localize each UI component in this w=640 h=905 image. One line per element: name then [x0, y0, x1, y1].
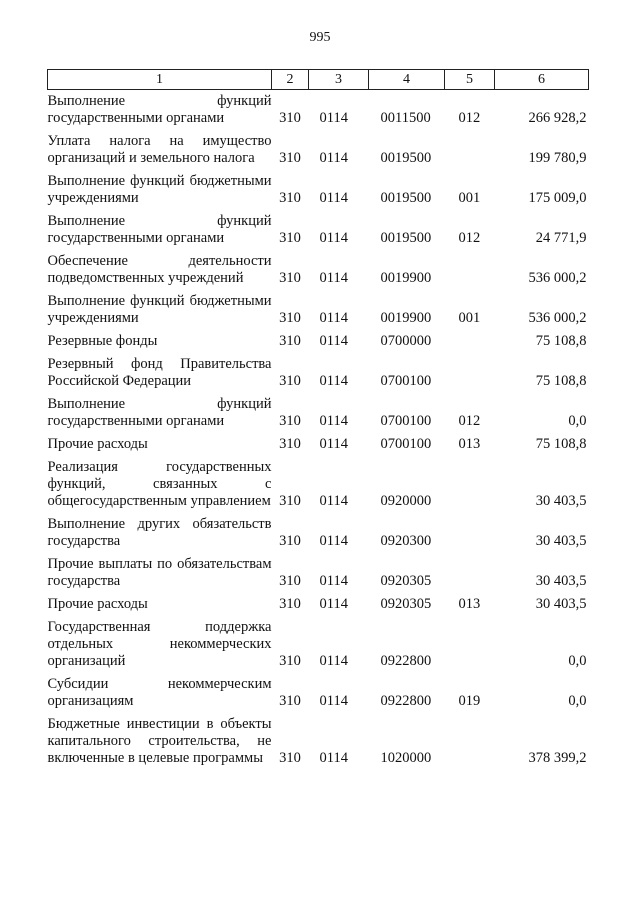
row-expense-code: [445, 510, 495, 550]
row-section-code: 0114: [319, 150, 348, 166]
row-section-code: 0114: [319, 110, 348, 126]
table-row: [48, 430, 589, 453]
row-name: Выполнение функций государственными органами: [47, 396, 272, 429]
row-expense-code: [445, 327, 495, 350]
row-target-code: 1020000: [380, 750, 432, 766]
row-name: Субсидии некоммерческим организациям: [47, 676, 272, 709]
row-section-code: 0114: [319, 310, 348, 326]
table-row: [48, 287, 589, 327]
row-admin-code: 310: [279, 413, 301, 429]
row-amount: 199 780,9: [528, 150, 587, 166]
row-name: Прочие расходы: [47, 596, 148, 612]
table-row: [48, 670, 589, 710]
row-name: Выполнение функций бюджетными учреждениями: [47, 293, 272, 326]
table-header-row: [48, 70, 589, 90]
row-section-code: 0114: [319, 413, 348, 429]
table-row: [48, 550, 589, 590]
row-section-code: 0114: [319, 693, 348, 709]
row-section-code: 0114: [319, 230, 348, 246]
row-name: Выполнение функций бюджетными учреждениями: [47, 173, 272, 206]
row-admin-code: 310: [279, 230, 301, 246]
row-admin-code: 310: [279, 573, 301, 589]
row-admin-code: 310: [279, 150, 301, 166]
row-section-code: 0114: [319, 596, 348, 612]
row-admin-code: 310: [279, 110, 301, 126]
row-admin-code: 310: [279, 693, 301, 709]
row-admin-code: 310: [279, 190, 301, 206]
row-amount: 536 000,2: [528, 270, 587, 286]
row-expense-code: 001: [458, 190, 481, 206]
header-cell: 4: [369, 70, 445, 90]
row-name: Резервные фонды: [47, 333, 158, 349]
row-section-code: 0114: [319, 436, 348, 452]
header-cell: 2: [272, 70, 309, 90]
row-name: Прочие выплаты по обязательствам государства: [47, 556, 272, 589]
row-expense-code: 019: [458, 693, 481, 709]
row-section-code: 0114: [319, 373, 348, 389]
table-row: [48, 167, 589, 207]
row-amount: 266 928,2: [528, 110, 587, 126]
row-target-code: 0019500: [380, 150, 432, 166]
row-admin-code: 310: [279, 750, 301, 766]
row-section-code: 0114: [319, 493, 348, 509]
row-amount: 30 403,5: [535, 573, 587, 589]
row-target-code: 0700100: [380, 413, 432, 429]
row-expense-code: 013: [458, 436, 481, 452]
row-name: Выполнение функций государственными органами: [47, 213, 272, 246]
row-target-code: 0019500: [380, 190, 432, 206]
table-row: [48, 207, 589, 247]
row-section-code: 0114: [319, 333, 348, 349]
row-expense-code: [445, 350, 495, 390]
row-expense-code: [445, 127, 495, 167]
row-target-code: 0011500: [380, 110, 431, 126]
row-amount: 24 771,9: [535, 230, 587, 246]
table-row: [48, 327, 589, 350]
row-section-code: 0114: [319, 190, 348, 206]
page-number: 995: [309, 30, 331, 45]
table-row: [48, 127, 589, 167]
row-section-code: 0114: [319, 653, 348, 669]
row-admin-code: 310: [279, 533, 301, 549]
row-amount: 0,0: [568, 653, 587, 669]
row-name: Государственная поддержка отдельных некоммерческих организаций: [47, 619, 272, 669]
row-name: Обеспечение деятельности подведомственных учреждений: [47, 253, 272, 286]
row-expense-code: 012: [458, 110, 481, 126]
row-expense-code: 013: [458, 596, 481, 612]
table-row: [48, 390, 589, 430]
row-admin-code: 310: [279, 596, 301, 612]
table-row: [48, 350, 589, 390]
row-expense-code: [445, 453, 495, 510]
row-section-code: 0114: [319, 270, 348, 286]
table-row: [48, 247, 589, 287]
table-row: [48, 590, 589, 613]
header-cell: 1: [48, 70, 272, 90]
table-row: [48, 510, 589, 550]
row-expense-code: 012: [458, 230, 481, 246]
table-row: [48, 90, 589, 128]
row-admin-code: 310: [279, 493, 301, 509]
row-target-code: 0922800: [380, 693, 432, 709]
row-name: Выполнение других обязательств государства: [47, 516, 272, 549]
row-amount: 75 108,8: [535, 436, 587, 452]
row-name: Прочие расходы: [47, 436, 148, 452]
header-cell: 3: [309, 70, 369, 90]
row-expense-code: 012: [458, 413, 481, 429]
row-expense-code: [445, 613, 495, 670]
row-admin-code: 310: [279, 310, 301, 326]
row-expense-code: [445, 550, 495, 590]
header-cell: 5: [445, 70, 495, 90]
row-target-code: 0920305: [380, 596, 432, 612]
row-name: Реализация государственных функций, связанных с общегосударственным управлением: [47, 459, 272, 509]
row-amount: 378 399,2: [528, 750, 587, 766]
row-admin-code: 310: [279, 333, 301, 349]
row-amount: 536 000,2: [528, 310, 587, 326]
budget-table: [47, 69, 589, 767]
row-target-code: 0019500: [380, 230, 432, 246]
row-target-code: 0019900: [380, 310, 432, 326]
row-expense-code: [445, 710, 495, 767]
row-admin-code: 310: [279, 373, 301, 389]
row-name: Выполнение функций государственными органами: [47, 93, 272, 126]
row-target-code: 0019900: [380, 270, 432, 286]
row-admin-code: 310: [279, 270, 301, 286]
row-amount: 30 403,5: [535, 596, 587, 612]
row-name: Резервный фонд Правительства Российской Федерации: [47, 356, 272, 389]
table-row: [48, 710, 589, 767]
row-expense-code: 001: [458, 310, 481, 326]
row-amount: 175 009,0: [528, 190, 587, 206]
row-target-code: 0920305: [380, 573, 432, 589]
row-amount: 30 403,5: [535, 533, 587, 549]
row-section-code: 0114: [319, 750, 348, 766]
row-amount: 0,0: [568, 413, 587, 429]
table-row: [48, 613, 589, 670]
row-amount: 75 108,8: [535, 333, 587, 349]
row-name: Бюджетные инвестиции в объекты капитального строительства, не включенные в целевые программы: [47, 716, 272, 766]
row-target-code: 0700100: [380, 373, 432, 389]
row-section-code: 0114: [319, 573, 348, 589]
row-section-code: 0114: [319, 533, 348, 549]
row-target-code: 0922800: [380, 653, 432, 669]
header-cell: 6: [495, 70, 589, 90]
row-admin-code: 310: [279, 436, 301, 452]
row-target-code: 0920000: [380, 493, 432, 509]
row-target-code: 0920300: [380, 533, 432, 549]
row-expense-code: [445, 247, 495, 287]
row-target-code: 0700100: [380, 436, 432, 452]
row-amount: 30 403,5: [535, 493, 587, 509]
row-name: Уплата налога на имущество организаций и земельного налога: [47, 133, 272, 166]
row-amount: 75 108,8: [535, 373, 587, 389]
row-target-code: 0700000: [380, 333, 432, 349]
row-admin-code: 310: [279, 653, 301, 669]
table-row: [48, 453, 589, 510]
row-amount: 0,0: [568, 693, 587, 709]
